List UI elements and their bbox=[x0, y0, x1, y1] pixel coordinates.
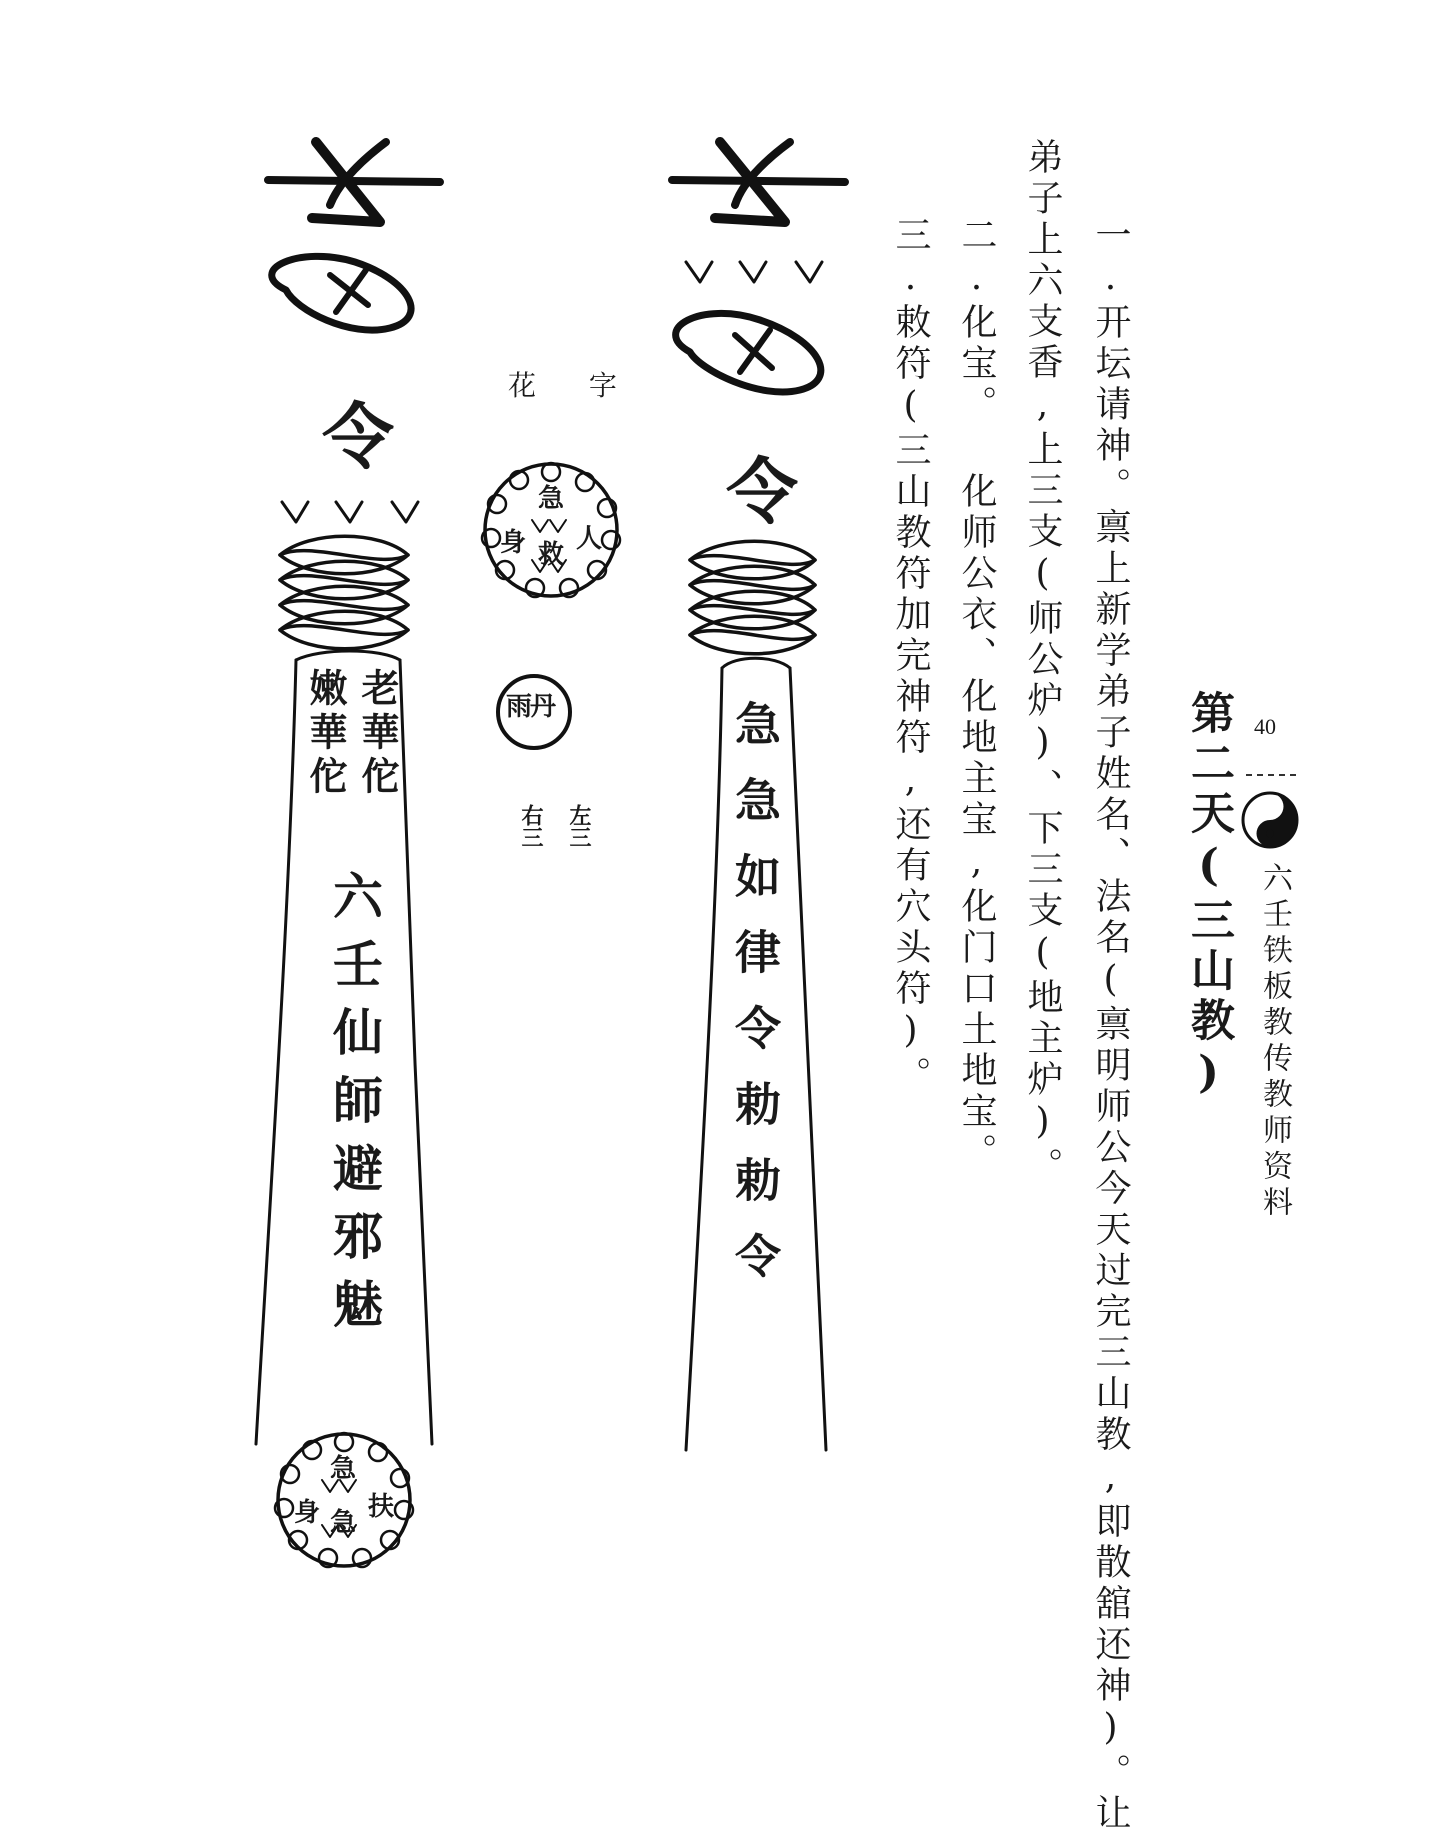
side-note-right-three: 右三 bbox=[518, 804, 543, 848]
seal-left-right: 扶 bbox=[368, 1492, 395, 1522]
talisman-right-command-char: 令 bbox=[726, 449, 799, 534]
item-3-text: 三.敕符(三山教符加完神符,还有穴头符)。 bbox=[890, 216, 931, 1097]
seal-left-left: 身 bbox=[294, 1498, 321, 1528]
talisman-left-command-glyph bbox=[268, 345, 448, 485]
seal-middle-left: 身 bbox=[500, 528, 527, 558]
item-2-text: 二.化宝。 化师公衣、化地主宝,化门口土地宝。 bbox=[956, 216, 997, 1174]
seal-middle-right: 人 bbox=[576, 524, 603, 554]
huazi-label: 花 字 bbox=[508, 369, 639, 402]
item-1-line-2: 弟子上六支香,上三支(师公炉)、下三支(地主炉)。 bbox=[1022, 138, 1063, 1188]
side-note-left-three: 左三 bbox=[566, 804, 591, 848]
seal-middle-top: 急 bbox=[538, 484, 565, 514]
seal-middle-center: 救 bbox=[538, 540, 565, 570]
talisman-right-column: 急急如律令勅勅令 bbox=[728, 700, 782, 1308]
seal-left-top: 急 bbox=[330, 1454, 357, 1484]
talisman-right-command-glyph bbox=[672, 400, 852, 540]
running-head: 六壬铁板教传教师资料 bbox=[1257, 862, 1292, 1222]
item-1-line-1: 一.开坛请神。禀上新学弟子姓名、法名(禀明师公今天过完三山教,即散舘还神)。让 bbox=[1090, 216, 1131, 1835]
chapter-title: 第二天(三山教) bbox=[1183, 690, 1234, 1104]
talisman-left-header-right: 老華佗 bbox=[355, 668, 399, 800]
talisman-left-column: 六壬仙師避邪魅 bbox=[325, 870, 383, 1346]
seal-left-center: 急 bbox=[330, 1508, 357, 1538]
round-glyph: 雨丹 bbox=[506, 692, 555, 722]
talisman-left-command-char: 令 bbox=[322, 394, 395, 479]
talisman-left-header-left: 嫩華佗 bbox=[303, 668, 347, 800]
page-number: 40 bbox=[1254, 714, 1276, 739]
